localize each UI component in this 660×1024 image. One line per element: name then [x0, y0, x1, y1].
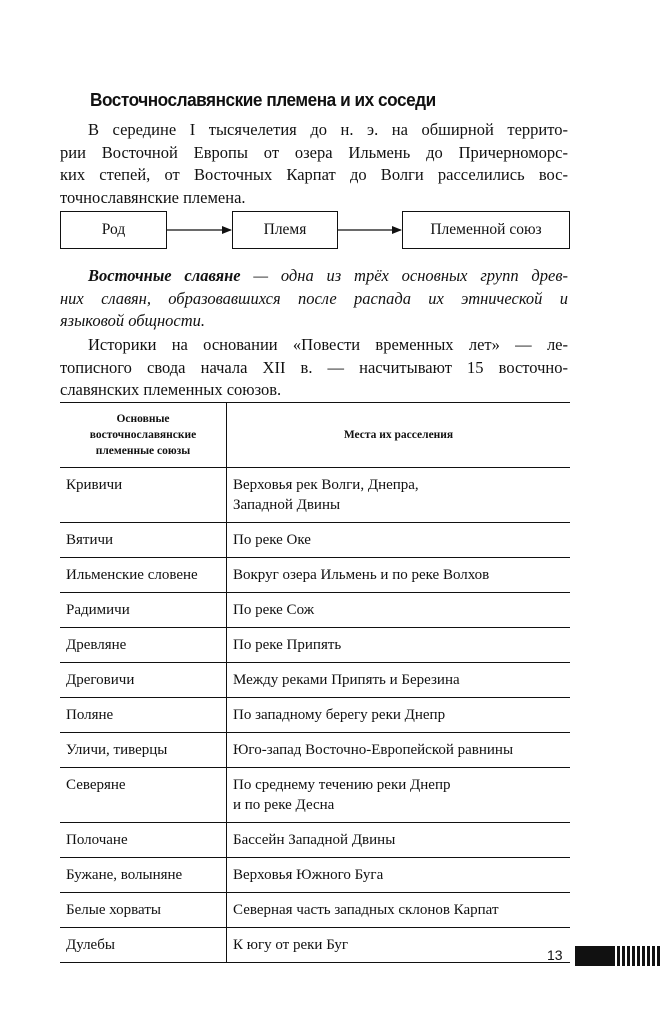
intro-line: точнославянские племена. [60, 187, 246, 207]
settlement-cell: По реке Сож [227, 593, 571, 628]
intro-line: рии Восточной Европы от озера Ильмень до Причерноморс- [60, 142, 568, 162]
table-row [60, 928, 570, 963]
tribe-name-cell: Северяне [60, 768, 227, 823]
historians-line: тописного свода начала XII в. — насчитывают 15 восточно- [60, 357, 568, 377]
tribe-name-cell: Древляне [60, 628, 227, 663]
definition-term: Восточные славяне [88, 266, 241, 285]
tribe-name-cell: Кривичи [60, 468, 227, 523]
settlement-cell: Верховья рек Волги, Днепра, Западной Двины [227, 468, 571, 523]
page-number: 13 [547, 947, 563, 963]
settlement-cell: Юго-запад Восточно-Европейской равнины [227, 733, 571, 768]
table-row [60, 558, 570, 593]
diagram-box-plemya: Племя [232, 211, 338, 249]
settlement-cell: По западному берегу реки Днепр [227, 698, 571, 733]
settlement-cell: Северная часть западных склонов Карпат [227, 893, 571, 928]
settlement-cell: Вокруг озера Ильмень и по реке Волхов [227, 558, 571, 593]
tribe-name-cell: Поляне [60, 698, 227, 733]
tribe-name-cell: Радимичи [60, 593, 227, 628]
section-heading: Восточнославянские племена и их соседи [90, 89, 436, 110]
table-row [60, 733, 570, 768]
intro-line: В середине I тысячелетия до н. э. на обширной террито- [88, 120, 568, 139]
definition-line: них славян, образовавшихся после распада их этнической и [60, 288, 568, 308]
diagram-box-rod: Род [60, 211, 167, 249]
settlement-cell: По реке Оке [227, 523, 571, 558]
settlement-cell: Бассейн Западной Двины [227, 823, 571, 858]
table-row [60, 768, 570, 823]
table-row [60, 698, 570, 733]
header-settlement-places: Места их расселения [227, 403, 571, 468]
tribe-name-cell: Полочане [60, 823, 227, 858]
intro-line: ких степей, от Восточных Карпат до Волги расселились вос- [60, 165, 568, 185]
tribe-name-cell: Бужане, волыняне [60, 858, 227, 893]
definition-paragraph [60, 265, 568, 333]
historians-paragraph [60, 334, 568, 402]
header-tribal-unions: Основные восточнославянские племенные союзы [60, 403, 227, 468]
table-row [60, 628, 570, 663]
settlement-cell: По среднему течению реки Днепр и по реке Десна [227, 768, 571, 823]
definition-line: языковой общности. [60, 311, 206, 331]
table-row [60, 523, 570, 558]
historians-line: Историки на основании «Повести временных лет» — ле- [88, 335, 568, 354]
table-row [60, 858, 570, 893]
table-header-row [60, 403, 570, 468]
tribe-name-cell: Ильменские словене [60, 558, 227, 593]
tribe-name-cell: Уличи, тиверцы [60, 733, 227, 768]
table-row [60, 893, 570, 928]
definition-line-first [60, 265, 568, 288]
tribe-name-cell: Белые хорваты [60, 893, 227, 928]
definition-rest: — одна из трёх основных групп древ- [240, 266, 568, 285]
tribe-name-cell: Вятичи [60, 523, 227, 558]
tribe-name-cell: Дулебы [60, 928, 227, 963]
settlement-cell: Между реками Припять и Березина [227, 663, 571, 698]
table-row [60, 468, 570, 523]
tribes-table [60, 402, 570, 963]
tribe-name-cell: Дреговичи [60, 663, 227, 698]
settlement-cell: По реке Припять [227, 628, 571, 663]
settlement-cell: К югу от реки Буг [227, 928, 571, 963]
page-bar-decoration [575, 946, 660, 966]
historians-line: славянских племенных союзов. [60, 380, 282, 400]
diagram-box-soyuz: Племенной союз [402, 211, 570, 249]
table-row [60, 823, 570, 858]
table-row [60, 593, 570, 628]
table-row [60, 663, 570, 698]
settlement-cell: Верховья Южного Буга [227, 858, 571, 893]
